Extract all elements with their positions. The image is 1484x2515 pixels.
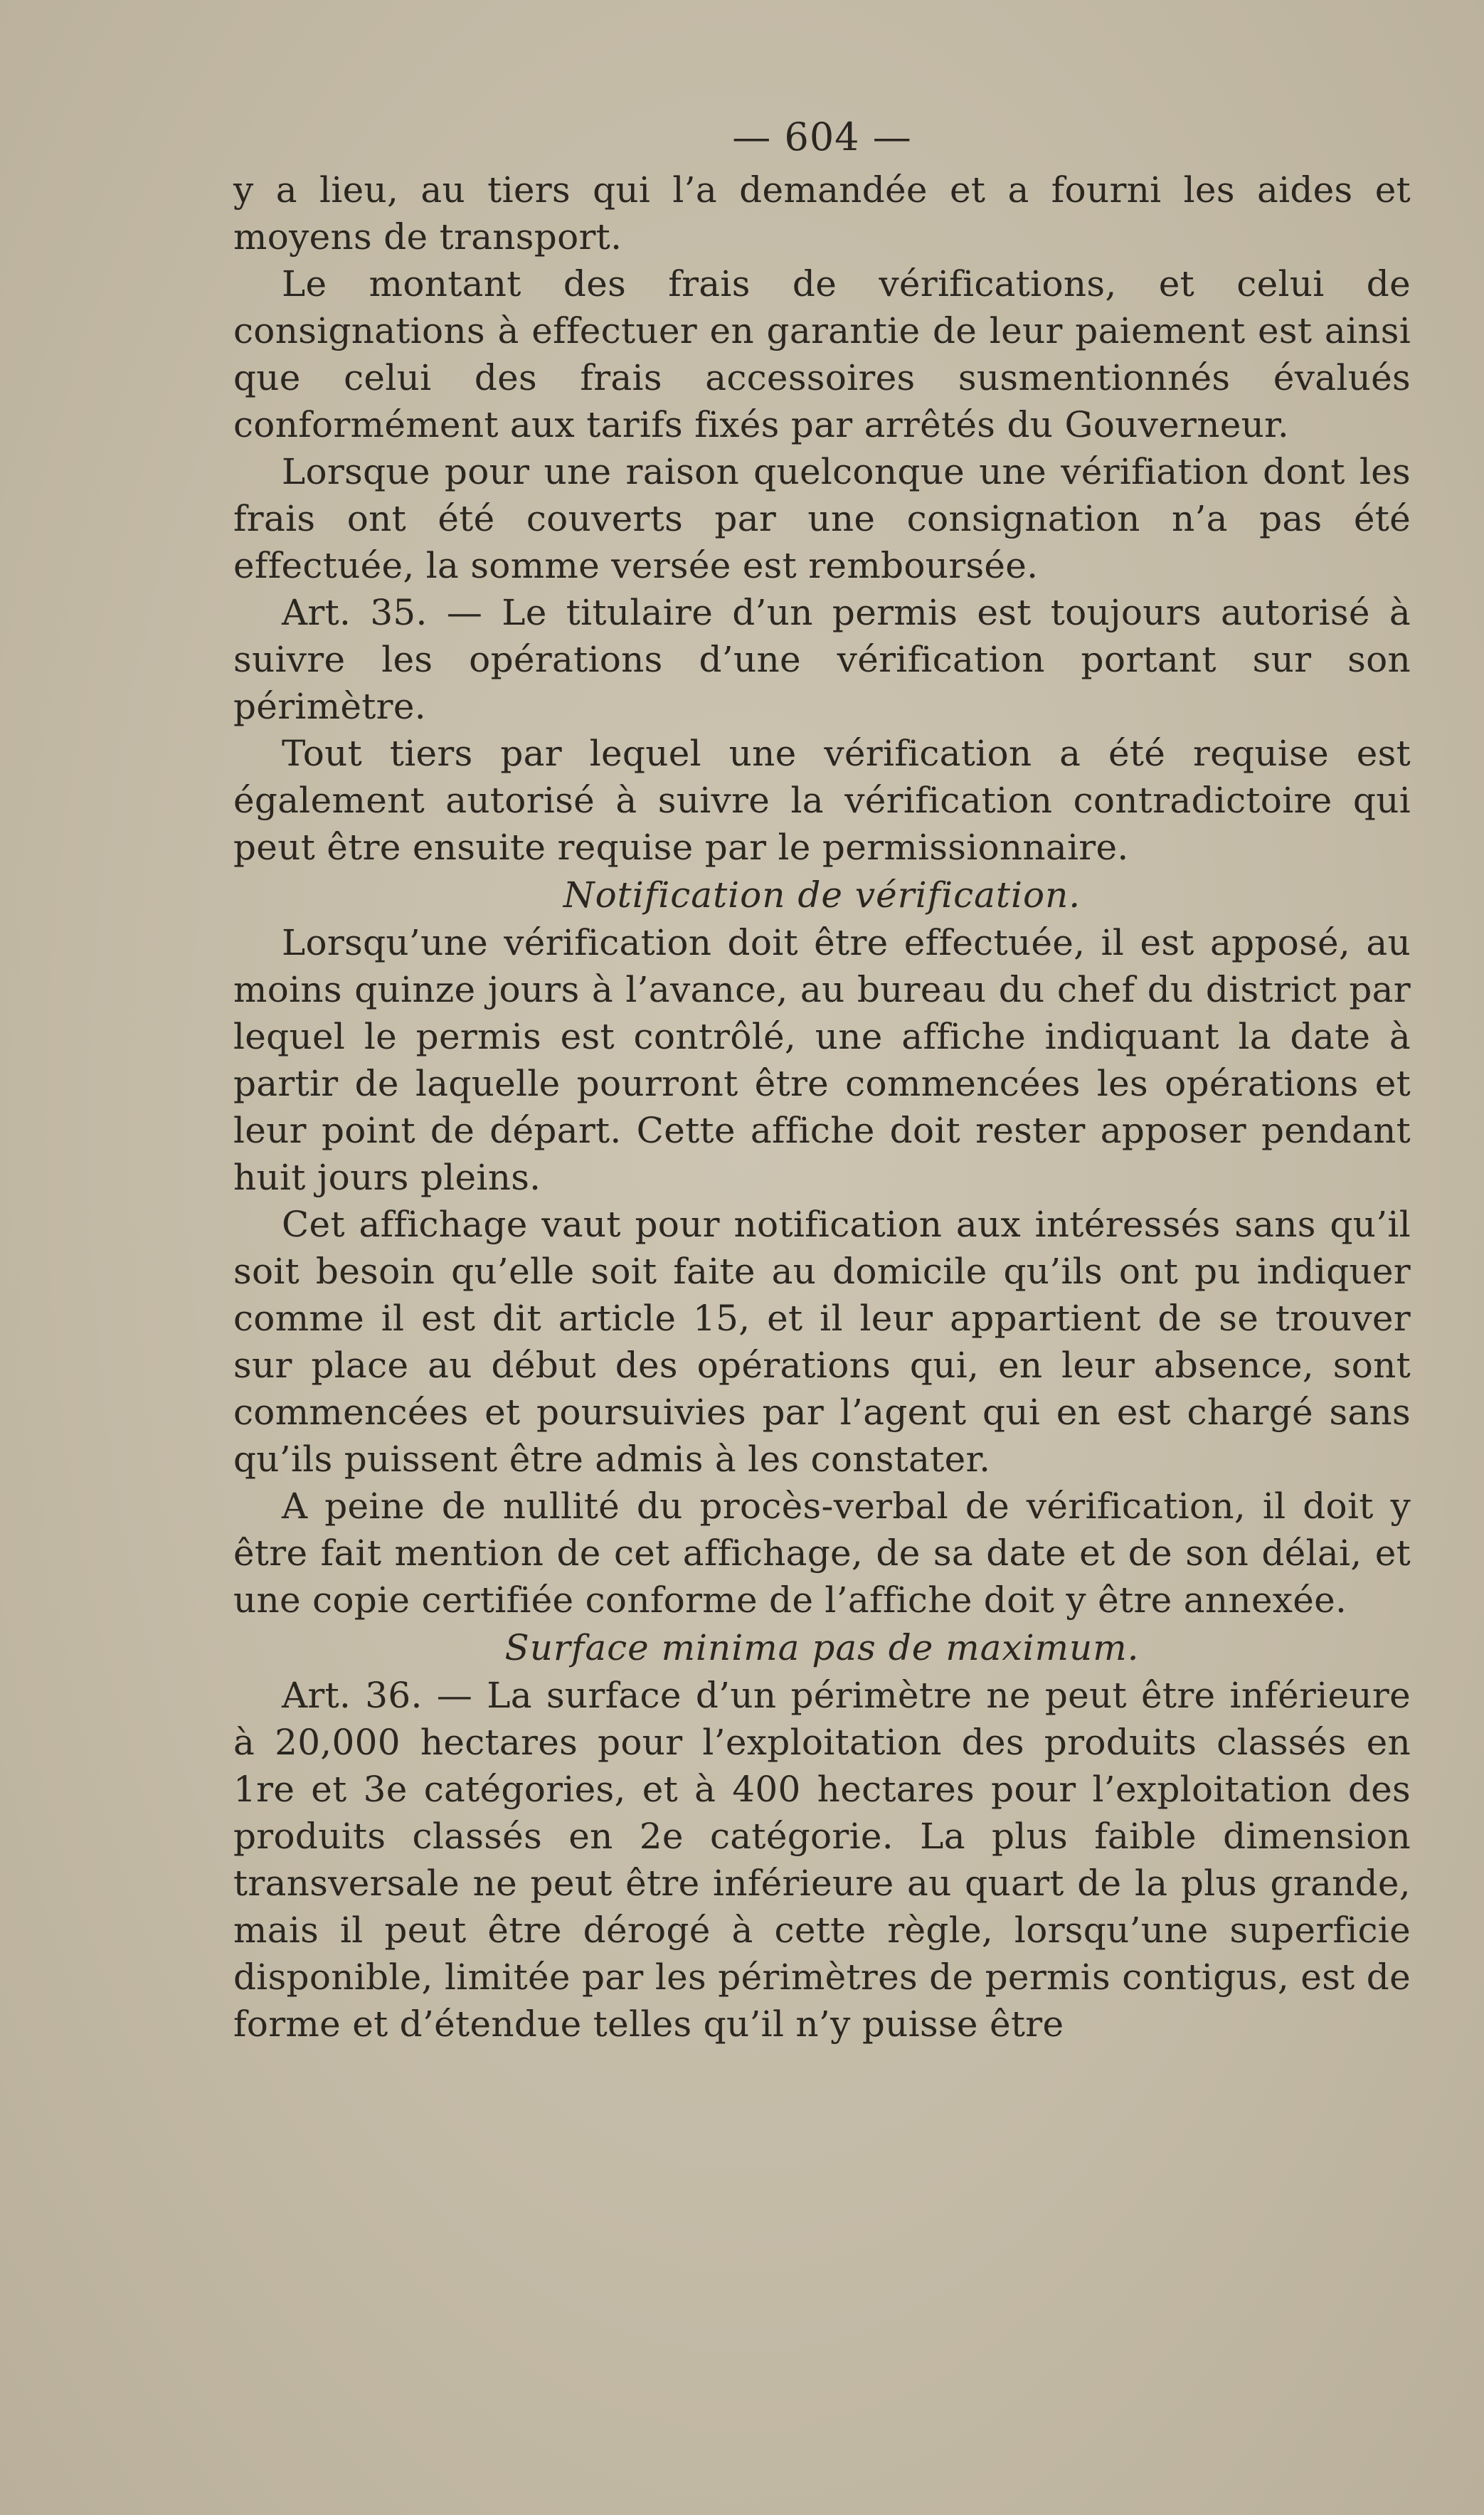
paragraph-refund: Lorsque pour une raison quelconque une vérifiation dont les frais ont été couverts par une consignation n’a pas été effectuée, la somme versée est remboursée. <box>233 451 1411 586</box>
paragraph-nullity: A peine de nullité du procès-verbal de vérification, il doit y être fait mention de cet affichage, de sa date et de son délai, et une copie certifiée conforme de l’affiche doit y être annexée. <box>233 1486 1411 1621</box>
paragraph-fees: Le montant des frais de vérifications, et celui de consignations à effectuer en garantie de leur paiement est ainsi que celui des frais accessoires susmentionnés évalués conformément aux tarifs fixés par arrêtés du Gouverneur. <box>233 263 1411 445</box>
paragraph-continuation: y a lieu, au tiers qui l’a demandée et a fourni les aides et moyens de transport. <box>233 169 1411 258</box>
paragraph-article-35: Art. 35. — Le titulaire d’un permis est toujours autorisé à suivre les opérations d’une vérification portant sur son périmètre. <box>233 592 1411 727</box>
paragraph-notice-effect: Cet affichage vaut pour notification aux intéressés sans qu’il soit besoin qu’elle soit faite au domicile qu’ils ont pu indiquer comme il est dit article 15, et il leur appartient de se trouver sur place au début des opérations qui, en leur absence, sont commencées et poursuivies par l’agent qui en est chargé sans qu’ils puissent être admis à les constater. <box>233 1204 1411 1480</box>
section-heading-notification: Notification de vérification. <box>563 874 1081 916</box>
paragraph-article-36: Art. 36. — La surface d’un périmètre ne peut être inférieure à 20,000 hectares pour l’exploitation des produits classés en 1re et 3e catégories, et à 400 hectares pour l’exploitation des produits classés en 2e catégorie. La plus faible dimension transversale ne peut être inférieure au quart de la plus grande, mais il peut être dérogé à cette règle, lorsqu’une superficie disponible, limitée par les périmètres de permis contigus, est de forme et d’étendue telles qu’il n’y puisse être <box>233 1675 1411 2045</box>
paragraph-third-party: Tout tiers par lequel une vérification a été requise est également autorisé à suivre la vérification contradictoire qui peut être ensuite requise par le permissionnaire. <box>233 733 1411 868</box>
page-number: — 604 — <box>732 115 912 159</box>
paragraph-notice-posting: Lorsqu’une vérification doit être effectuée, il est apposé, au moins quinze jours à l’avance, au bureau du chef du district par lequel le permis est contrôlé, une affiche indiquant la date à partir de laquelle pourront être commencées les opérations et leur point de départ. Cette affiche doit rester apposer pendant huit jours pleins. <box>233 922 1411 1198</box>
section-heading-surface: Surface minima pas de maximum. <box>504 1627 1140 1668</box>
page-text <box>233 114 1411 2048</box>
